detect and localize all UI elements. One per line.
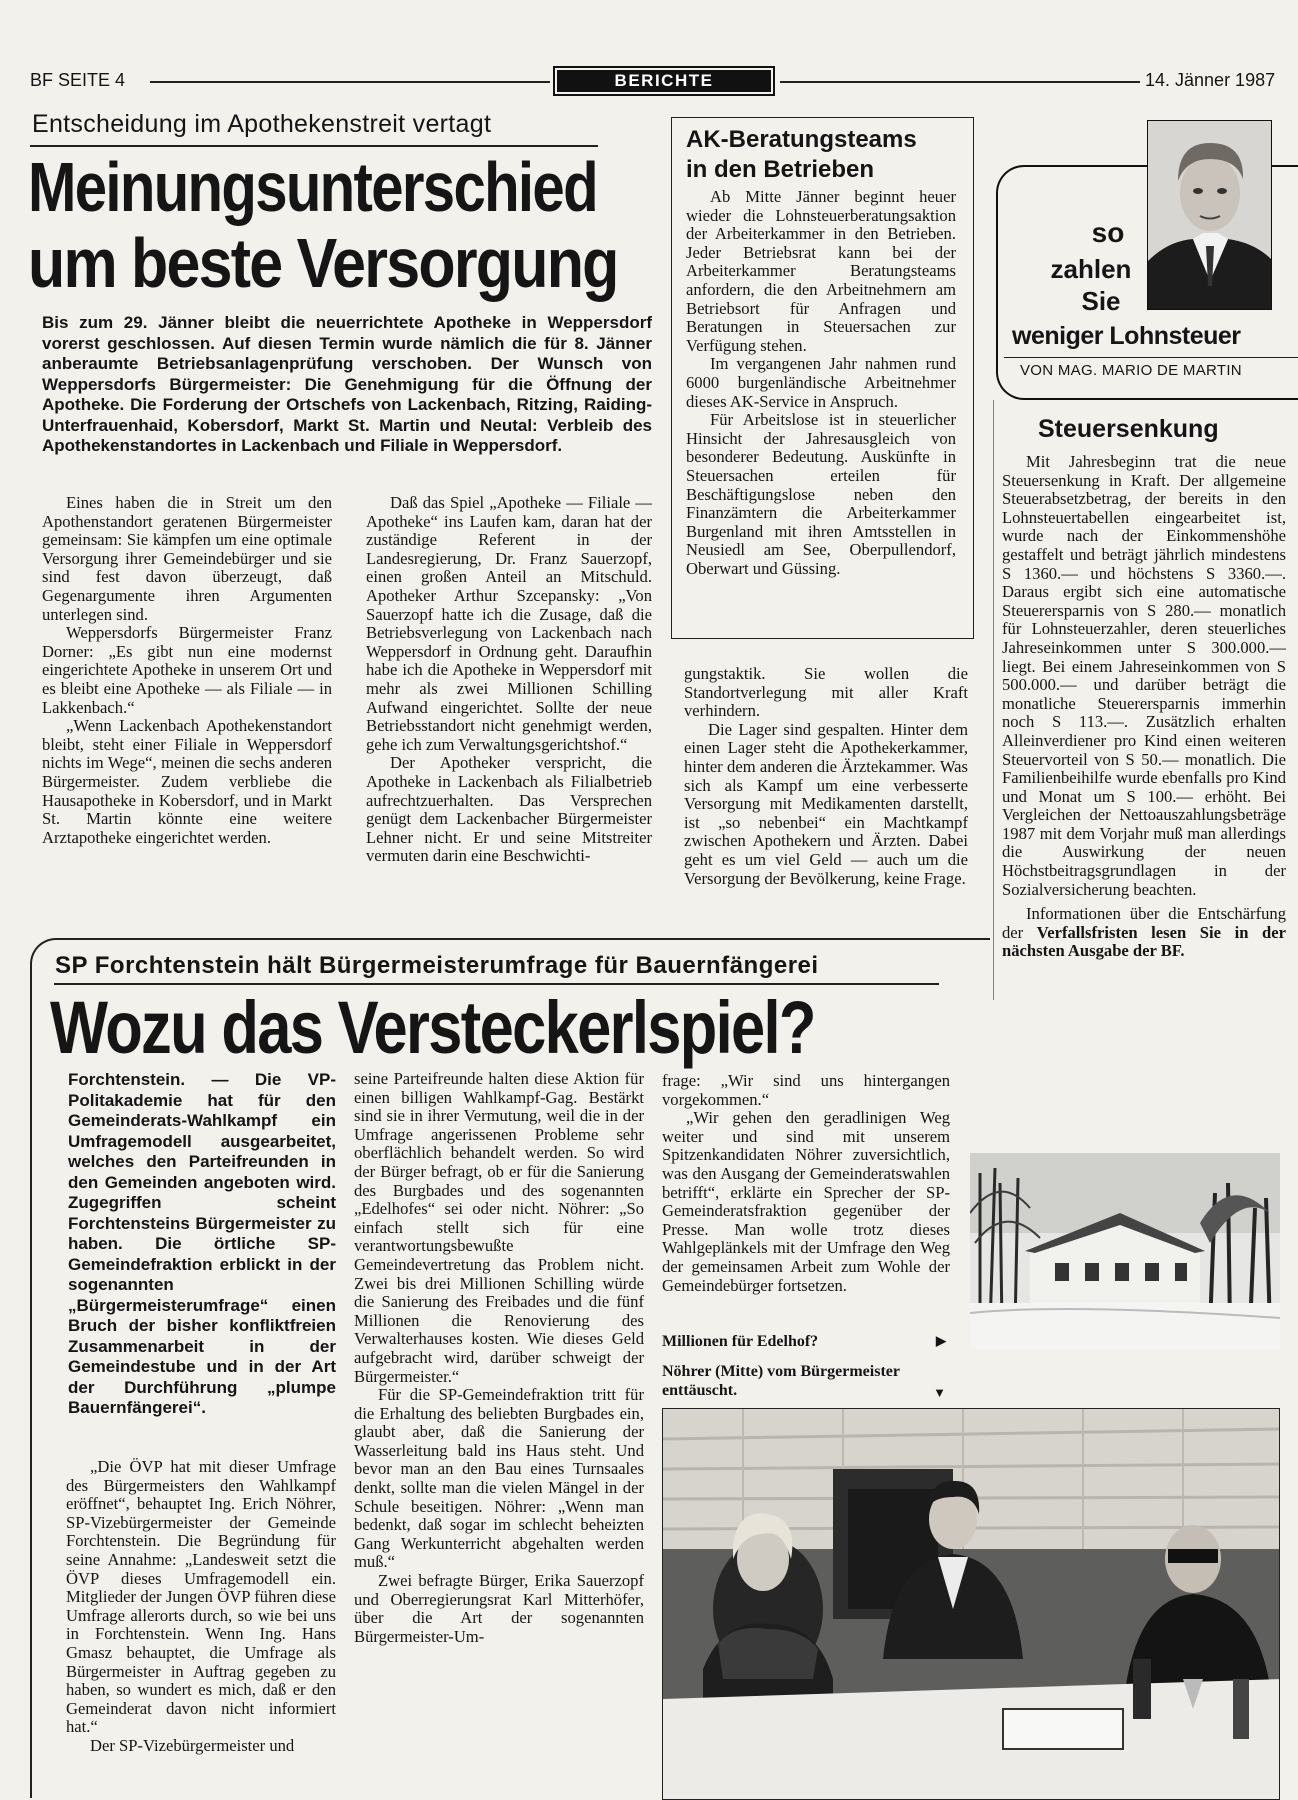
article1-col3-paragraph: Die Lager sind gespalten. Hinter dem einen Lager steht die Apothekerkammer, hinter dem anderen die Ärztekammer. Was sich als Kampf um eine verbesserte Versorgung mit Medikamenten darstellt, ist „so nebenbei“ ein Machtkampf zwischen Apothekern und Ärzten. Dabei geht es um viel Geld — auch um die Versorgung der Bevölkerung, keine Frage. <box>684 719 968 888</box>
portrait-illustration <box>1148 121 1272 310</box>
edelhof-building-photo <box>970 1153 1280 1349</box>
article1-lead: Bis zum 29. Jänner bleibt die neuerrichtete Apotheke in Weppersdorf vorerst geschlossen. Auf diesen Termin wurde nämlich die für 8. Jänner anberaumte Betriebsanlagenprüfung verschoben. Der Wunsch von Weppersdorfs Bürgermeister: Die Genehmigung für die Öffnung der Apotheke. Die Forderung der Ortschefs von Lackenbach, Ritzing, Raiding-Unterfrauenhaid, Kobersdorf, Markt St. Martin und Neutal: Verbleib des Apothekenstandortes in Lackenbach und Filiale in Weppersdorf. <box>42 313 652 455</box>
article1-col1-paragraph: Eines haben die in Streit um den Apothenstandort geratenen Bürgermeister gemeinsam: Sie kämpfen um eine optimale Versorgung ihrer Gemeindebürger und sie sind fest davon überzeugt, daß Gegenargumente ihren Argumenten unterlegen sind. <box>42 493 332 624</box>
article2-lead: Forchtenstein. — Die VP-Politakademie hat für den Gemeinderats-Wahlkampf ein Umfragemodell ausgearbeitet, welches den Parteifreunden in den Gemeinden angeboten wird. Zugegriffen scheint Forchtensteins Bürgermeister zu haben. Die örtliche SP-Gemeindefraktion erblickt in der sogenannten „Bürgermeisterumfrage“ einen Bruch der bisher konfliktfreien Zusammenarbeit in der Gemeindestube und in der Art der Durchführung „plumpe Bauernfängerei“. <box>68 1070 336 1417</box>
author-portrait-photo <box>1147 120 1272 310</box>
page-label: BF SEITE 4 <box>30 70 126 90</box>
caption-edelhof-text: Millionen für Edelhof? <box>662 1333 819 1350</box>
caption-arrow-right-icon: ▶ <box>936 1333 946 1348</box>
article2-col1-paragraph: „Die ÖVP hat mit dieser Umfrage des Bürgermeisters den Wahlkampf eröffnet“, behauptet Ing. Erich Nöhrer, SP-Vizebürgermeister der Gemeinde Forchtenstein. Die Begründung für seine Annahme: „Landesweit setzt die ÖVP dieses Umfragemodell ein. Mitglieder der Jungen ÖVP führen diese Umfrage allerorts durch, so wie bei uns in Forchtenstein. Wenn Ing. Hans Gmasz behauptet, die Umfrage als Bürgermeister in Auftrag gegeben zu haben, so wundert es mich, daß er den Gemeinderat davon nicht informiert hat.“ <box>66 1457 336 1737</box>
ak-box-title-line2: in den Betrieben <box>686 156 875 183</box>
tax-byline-rule <box>1004 357 1298 358</box>
tax-title-weniger-lohnsteuer: weniger Lohnsteuer <box>1012 322 1241 350</box>
article2-col2-paragraph: Für die SP-Gemeindefraktion tritt für die Erhaltung des beliebten Burgbades ein, glaubt aber, daß die Sanierung der Wasserleitung bald ins Haus steht. Und bevor man an den Bau eines Turnsaales denkt, sollte man die vielen Mängel in der Schule beseitigen. Nöhrer: „Wenn man bedenkt, daß sogar im schlecht beheizten Gang Werkunterricht abgehalten werden muß.“ <box>354 1385 644 1572</box>
ak-box-body <box>686 188 956 578</box>
article1-col2-paragraph: Der Apotheker verspricht, die Apotheke in Lackenbach als Filialbetrieb aufrechtzuerhalten. Das Versprechen genügt dem Lackenbacher Bürgermeister Lehner nicht. Er und seine Mitstreiter vermuten darin eine Beschwichti- <box>366 753 652 866</box>
article1-col2-paragraph: Daß das Spiel „Apotheke — Filiale — Apotheke“ ins Laufen kam, daran hat der zuständige Referent in der Landesregierung, Dr. Franz Sauerzopf, einen großen Anteil an Mitschuld. Apotheker Arthur Szcepansky: „Von Sauerzopf hatte ich die Zusage, daß die Betriebsverlegung von Lackenbach nach Weppersdorf in Ordnung geht. Daraufhin habe ich die Apotheke in Weppersdorf mit mehr als zwei Millionen Schilling Aufwand eingerichtet. Sollte der neue Betriebsstandort nicht genehmigt werden, gehe ich zum Verwaltungsgerichtshof.“ <box>366 493 652 754</box>
ak-box-paragraph: Im vergangenen Jahr nahmen rund 6000 burgenländische Arbeitnehmer dieses AK-Service in Anspruch. <box>686 354 956 411</box>
tax-title-so: so <box>1091 217 1125 248</box>
header-rule-left <box>150 81 550 83</box>
article1-headline-line2: um beste Versorgung <box>28 224 618 302</box>
article2-kicker-underline <box>54 983 939 985</box>
header-rule-right <box>780 81 1140 83</box>
article1-column-3 <box>684 665 968 888</box>
article1-kicker: Entscheidung im Apothekenstreit vertagt <box>32 110 492 138</box>
press-conference-photo <box>662 1408 1280 1800</box>
caption-noehrer <box>662 1362 950 1400</box>
tax-column-body <box>1002 453 1286 961</box>
article2-col1-paragraph: Der SP-Vizebürgermeister und <box>90 1735 295 1755</box>
section-label <box>553 66 775 96</box>
article1-col3-paragraph: gungstaktik. Sie wollen die Standortverlegung mit aller Kraft verhindern. <box>684 664 968 721</box>
ak-info-box <box>671 117 974 639</box>
article2-col2-paragraph: seine Parteifreunde halten diese Aktion für einen billigen Wahlkampf-Gag. Bestärkt sind sie in ihrer Vermutung, weil die in der Umfrage angerissenen Probleme sehr oberflächlich behandelt werden. So wird der Bürger befragt, ob er für die Sanierung des Burgbades und des sogenannten „Edelhofes“ sei oder nicht. Nöhrer: „So einfach stellt sich für eine verantwortungsbewußte Gemeindevertretung das Problem nicht. Zwei bis drei Millionen Schilling würde die Sanierung des Freibades und die fünf Millionen die Renovierung des Verwalterhauses kosten. Wie dieses Geld aufgebracht wird, darüber schweigt der Bürgermeister.“ <box>354 1069 644 1386</box>
tax-closing-normal: Informationen über die Entschärfung der <box>1002 904 1286 942</box>
tax-title-sie: Sie <box>1081 286 1121 316</box>
article1-kicker-underline <box>30 145 598 147</box>
article1-col1-paragraph: „Wenn Lackenbach Apothekenstandort bleibt, steht einer Filiale in Weppersdorf nichts im Wege“, meinen die sechs anderen Bürgermeister. Zudem verbliebe die Hausapotheke in Kobersdorf, und in Markt St. Martin könnte eine weitere Arztapotheke eingerichtet werden. <box>42 716 332 847</box>
tax-byline: VON MAG. MARIO DE MARTIN <box>1020 362 1242 379</box>
article2-col3-paragraph: „Wir gehen den geradlinigen Weg weiter und sind mit unserem Spitzenkandidaten Nöhrer zuversichtlich, was den Ausgang der Gemeinderatswahlen betrifft“, erklärte ein Sprecher der SP-Gemeinderatsfraktion gegenüber der Presse. Man wolle trotz dieses Wahlgeplänkels mit der Umfrage den Weg der gemeinsamen Arbeit zum Wohle der Gemeindebürger fortsetzen. <box>662 1108 950 1295</box>
tax-closing-bold: Verfallsfristen lesen Sie in der nächsten Ausgabe der BF. <box>1002 922 1286 961</box>
tax-closing-paragraph <box>1002 905 1286 961</box>
article2-col2-paragraph: Zwei befragte Bürger, Erika Sauerzopf und Oberregierungsrat Karl Mitterhöfer, über die Art der sogenannten Bürgermeister-Um- <box>354 1571 644 1646</box>
tax-column-divider <box>993 400 994 1000</box>
article2-column-2 <box>354 1070 644 1646</box>
tax-title-zahlen: zahlen <box>1050 254 1132 284</box>
article1-column-1 <box>42 494 332 847</box>
ak-box-paragraph: Ab Mitte Jänner beginnt heuer wieder die Lohnsteuerberatungsaktion der Arbeiterkammer in den Betrieben. Jeder Betriebsrat kann bei der Arbeiterkammer Beratungsteams anfordern, die den Arbeitnehmern am Betriebsort für Anfragen und Beratungen in Steuersachen zur Verfügung stehen. <box>686 187 956 355</box>
caption-noehrer-text: Nöhrer (Mitte) vom Bürgermeister enttäuscht. <box>662 1363 900 1399</box>
article2-kicker: SP Forchtenstein hält Bürgermeisterumfrage für Bauernfängerei <box>55 952 819 979</box>
press-conference-illustration <box>663 1409 1280 1800</box>
article1-headline-line1: Meinungsunterschied <box>28 148 597 226</box>
article2-col3-paragraph: frage: „Wir sind uns hintergangen vorgekommen.“ <box>662 1071 950 1109</box>
issue-date: 14. Jänner 1987 <box>1145 70 1276 90</box>
ak-box-paragraph: Für Arbeitslose ist in steuerlicher Hinsicht der Jahresausgleich von besonderer Bedeutung. Auskünfte in Steuersachen erteilen für Beschäftigungslose neben den Finanzämtern die Arbeiterkammer Burgenland mit ihren Amtsstellen in Neusiedl am See, Oberpullendorf, Oberwart und Güssing. <box>686 410 956 578</box>
tax-subhead: Steuersenkung <box>1038 415 1219 443</box>
article2-column-3 <box>662 1072 950 1295</box>
section-label-bar: BERICHTE <box>557 70 771 92</box>
tax-paragraph: Mit Jahresbeginn trat die neue Steuersenkung in Kraft. Der allgemeine Steuerabsetzbetrag, der bereits in den Lohnsteuertabellen eingearbeitet ist, wurde nach der Einkommenshöhe gestaffelt und beträgt jährlich mindestens S 1360.— und höchstens S 3360.—. Daraus ergibt sich eine automatische Steuerersparnis von S 280.— monatlich für Lohnsteuerzahler, deren steuerliches Jahreseinkommen unter S 300.000.— liegt. Bei einem Jahreseinkommen von S 500.000.— und darüber beträgt die monatliche Steuerersparnis immerhin noch S 113.—. Zusätzlich erhalten Alleinverdiener pro Kind einen weiteren Steuervorteil von S 50.— monatlich. Die Familienbeihilfe wurde ebenfalls pro Kind und Monat um S 100.— erhöht. Bei Vergleichen der Nettoauszahlungsbeträge 1987 mit dem Vorjahr muß man allerdings die Auswirkung der neuen Höchstbeitragsgrundlagen in der Sozialversicherung beachten. <box>1002 452 1286 899</box>
caption-arrow-down-icon: ▼ <box>933 1385 946 1400</box>
article2-headline: Wozu das Versteckerlspiel? <box>50 986 815 1069</box>
article1-column-2 <box>366 494 652 866</box>
caption-edelhof <box>662 1333 950 1351</box>
article2-column-1 <box>66 1458 336 1756</box>
edelhof-illustration <box>970 1153 1280 1349</box>
ak-box-title-line1: AK-Beratungsteams <box>686 126 917 153</box>
article1-col1-paragraph: Weppersdorfs Bürgermeister Franz Dorner: „Es gibt nun eine modernst eingerichtete Apotheke in unserem Ort und es bleibt eine Apotheke — als Filiale — in Lakkenbach.“ <box>42 623 332 717</box>
